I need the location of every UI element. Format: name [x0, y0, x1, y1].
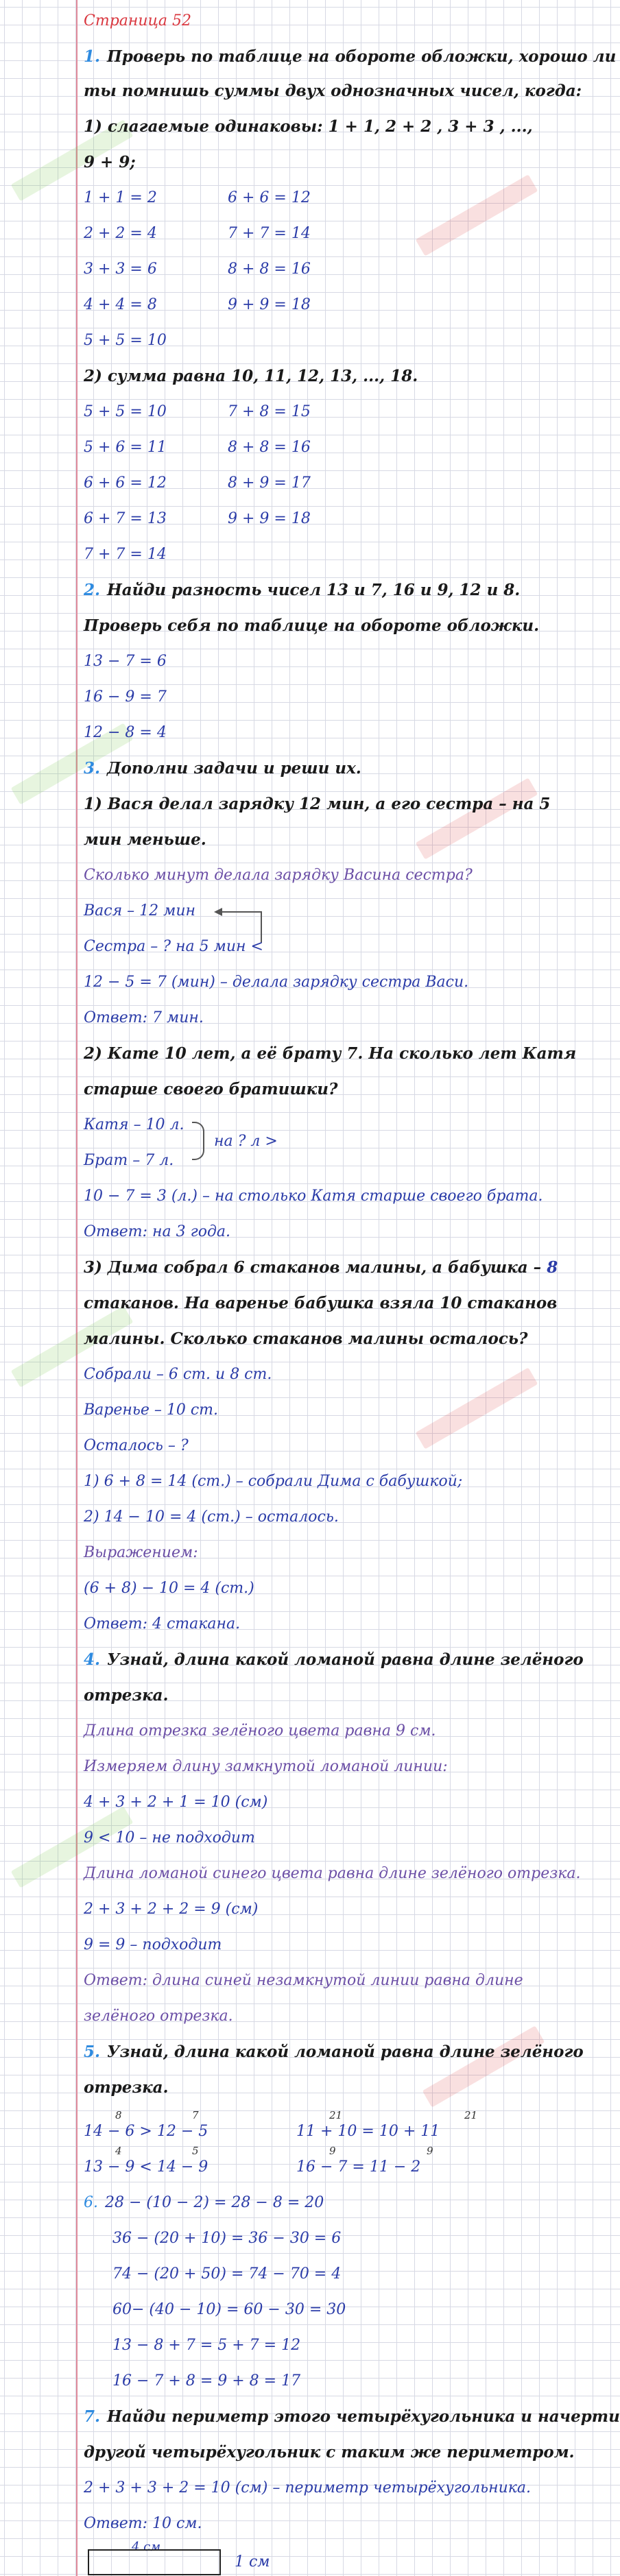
superscript-value: 7 [192, 2109, 199, 2121]
comparison-right: 11 + 10 = 10 + 11 [296, 2123, 440, 2140]
sum-right: 6 + 6 = 12 [228, 189, 311, 206]
difference-line: 12 − 8 = 4 [84, 724, 167, 741]
task1-sub2: 2) сумма равна 10, 11, 12, 13, ..., 18. [84, 367, 418, 385]
task3-p1-line2: мин меньше. [84, 830, 206, 849]
superscript-value: 5 [192, 2145, 199, 2157]
task4-line: 4 + 3 + 2 + 1 = 10 (см) [84, 1794, 268, 1811]
task2-title-line1 [84, 580, 520, 601]
superscript-value: 21 [464, 2109, 478, 2121]
task3-p2-solution: 10 − 7 = 3 (л.) – на столько Катя старше своего брата. [84, 1188, 543, 1205]
sum-left: 4 + 4 = 8 [84, 296, 157, 313]
task3-number: 3. [84, 759, 101, 778]
sum-right: 7 + 7 = 14 [228, 225, 311, 242]
sum-right: 9 + 9 = 18 [228, 510, 311, 527]
comparison-arrow-line [221, 911, 262, 913]
task1-sub1-line1: 1) слагаемые одинаковы: 1 + 1, 2 + 2 , 3 + 3 , ..., [84, 117, 533, 136]
difference-line: 13 − 7 = 6 [84, 653, 167, 670]
task3-p3-step2: 2) 14 − 10 = 4 (ст.) – осталось. [84, 1508, 339, 1526]
task4-line: 2 + 3 + 2 + 2 = 9 (см) [84, 1901, 259, 1918]
sum-row [84, 473, 311, 494]
task7-line: Ответ: 10 см. [84, 2515, 202, 2532]
task3-p2-brat: Брат – 7 л. [84, 1152, 174, 1169]
task3-p1-sister: Сестра – ? на 5 мин < [84, 938, 263, 955]
task1-number: 1. [84, 47, 101, 66]
task6-line: 74 − (20 + 50) = 74 − 70 = 4 [112, 2265, 342, 2283]
sum-left: 5 + 6 = 11 [84, 439, 167, 456]
watermark [416, 778, 538, 859]
task4-line: Измеряем длину замкнутой ломаной линии: [84, 1758, 448, 1775]
task3-p3-expr: (6 + 8) − 10 = 4 (ст.) [84, 1580, 254, 1597]
superscript-value: 9 [329, 2145, 336, 2157]
task5-title-line1 [84, 2042, 584, 2062]
sum-row [84, 295, 311, 315]
task2-number: 2. [84, 581, 101, 599]
watermark [416, 174, 538, 256]
page-title: Страница 52 [84, 12, 192, 29]
task5-title-text: Узнай, длина какой ломаной равна длине зелёного [107, 2043, 584, 2061]
task3-p3-sobrali: Собрали – 6 ст. и 8 ст. [84, 1366, 272, 1383]
sum-row [84, 437, 311, 458]
comparison-row [84, 2157, 421, 2178]
task4-number: 4. [84, 1650, 101, 1669]
task3-p2-answer: Ответ: на 3 года. [84, 1223, 230, 1240]
task6-line: 16 − 7 + 8 = 9 + 8 = 17 [112, 2372, 301, 2390]
task4-line: 9 = 9 – подходит [84, 1936, 222, 1953]
sum-row [84, 544, 167, 565]
sum-row [84, 509, 311, 529]
task7-number: 7. [84, 2407, 101, 2426]
comparison-left: 14 − 6 > 12 − 5 [84, 2123, 208, 2140]
task7-title-line2: другой четырёхугольник с таким же периметром. [84, 2443, 575, 2461]
task3-p1-question: Сколько минут делала зарядку Васина сестра? [84, 867, 473, 884]
rectangle-side-label: 1 см [235, 2553, 270, 2571]
task6-line [84, 2193, 324, 2213]
superscript-value: 21 [329, 2109, 343, 2121]
sum-left: 5 + 5 = 10 [84, 332, 167, 349]
sum-left: 7 + 7 = 14 [84, 546, 167, 563]
task4-line: Длина ломаной синего цвета равна длине зелёного отрезка. [84, 1865, 581, 1882]
arrow-left-icon [214, 908, 222, 916]
task3-p1-answer: Ответ: 7 мин. [84, 1009, 204, 1026]
comparison-right: 16 − 7 = 11 − 2 [296, 2158, 421, 2176]
sum-right: 8 + 8 = 16 [228, 439, 311, 456]
task3-p2-line2: старше своего братишки? [84, 1080, 338, 1098]
task5-title-line2: отрезка. [84, 2078, 169, 2097]
task3-title-text: Дополни задачи и реши их. [107, 759, 361, 778]
watermark [416, 1367, 538, 1449]
sum-right: 8 + 9 = 17 [228, 474, 311, 492]
watermark [422, 2025, 545, 2107]
drawn-rectangle [88, 2549, 221, 2575]
task3-p2-line1: 2) Кате 10 лет, а её брату 7. На сколько лет Катя [84, 1044, 577, 1063]
sum-row [84, 330, 167, 351]
task3-p3-answer: Ответ: 4 стакана. [84, 1615, 241, 1633]
task6-line: 13 − 8 + 7 = 5 + 7 = 12 [112, 2337, 301, 2354]
task6-line: 36 − (20 + 10) = 36 − 30 = 6 [112, 2230, 342, 2247]
task3-p3-varene: Варенье – 10 ст. [84, 1401, 219, 1419]
task1-title-line2: ты помнишь суммы двух однозначных чисел, когда: [84, 82, 582, 100]
comparison-row [84, 2121, 440, 2142]
task3-p3-step1: 1) 6 + 8 = 14 (ст.) – собрали Дима с бабушкой; [84, 1473, 463, 1490]
comparison-left: 13 − 9 < 14 − 9 [84, 2158, 208, 2176]
task4-title-line2: отрезка. [84, 1686, 169, 1705]
task4-line: Длина отрезка зелёного цвета равна 9 см. [84, 1722, 436, 1740]
sum-right: 7 + 8 = 15 [228, 403, 311, 420]
sum-right: 9 + 9 = 18 [228, 296, 311, 313]
sum-row [84, 259, 311, 280]
task3-p1-solution: 12 − 5 = 7 (мин) – делала зарядку сестра Васи. [84, 974, 469, 991]
task3-p3-expr-label: Выражением: [84, 1544, 198, 1561]
task3-p3-line1 [84, 1257, 558, 1278]
task3-p2-katya: Катя – 10 л. [84, 1116, 184, 1133]
rectangle-width-label: 4 см [132, 2540, 161, 2554]
task1-sub1-line2: 9 + 9; [84, 153, 136, 171]
difference-line: 16 − 9 = 7 [84, 688, 167, 706]
task6-line: 60− (40 − 10) = 60 − 30 = 30 [112, 2301, 346, 2318]
task2-title-text: Найди разность чисел 13 и 7, 16 и 9, 12 и 8. [107, 581, 521, 599]
sum-row [84, 402, 311, 422]
task5-number: 5. [84, 2043, 101, 2061]
task4-line: 9 < 10 – не подходит [84, 1829, 255, 1846]
sum-left: 1 + 1 = 2 [84, 189, 157, 206]
sum-row [84, 188, 311, 208]
task3-p3-line3: малины. Сколько стаканов малины осталось? [84, 1329, 528, 1348]
task3-p1-line1: 1) Вася делал зарядку 12 мин, а его сестра – на 5 [84, 795, 551, 813]
task6-number: 6. [84, 2194, 98, 2211]
task1-title-text: Проверь по таблице на обороте обложки, хорошо ли [107, 47, 617, 66]
task3-p3-line2: стаканов. На варенье бабушка взяла 10 стаканов [84, 1294, 558, 1312]
superscript-value: 9 [427, 2145, 433, 2157]
task4-line: зелёного отрезка. [84, 2008, 233, 2025]
task4-title-text: Узнай, длина какой ломаной равна длине зелёного [107, 1650, 584, 1669]
task6-expression: 28 − (10 − 2) = 28 − 8 = 20 [105, 2194, 324, 2211]
sum-row [84, 224, 311, 244]
superscript-value: 8 [115, 2109, 122, 2121]
task3-p3-ostalos: Осталось – ? [84, 1437, 189, 1454]
task2-title-line2: Проверь себя по таблице на обороте обложки. [84, 616, 540, 635]
task3-p3-text: 3) Дима собрал 6 стаканов малины, а бабушка – [84, 1258, 547, 1277]
task7-line: 2 + 3 + 3 + 2 = 10 (см) – периметр четырёхугольника. [84, 2479, 532, 2496]
sum-left: 6 + 7 = 13 [84, 510, 167, 527]
task3-p2-brace-label: на ? л > [214, 1133, 278, 1150]
task3-title [84, 758, 361, 779]
sum-left: 2 + 2 = 4 [84, 225, 157, 242]
task1-title-line1 [84, 47, 616, 67]
superscript-value: 4 [115, 2145, 122, 2157]
sum-left: 3 + 3 = 6 [84, 261, 157, 278]
notebook-margin-line [76, 0, 78, 2576]
task3-p1-vasya: Вася – 12 мин [84, 902, 196, 919]
curly-brace-icon [192, 1122, 204, 1160]
sum-left: 5 + 5 = 10 [84, 403, 167, 420]
sum-right: 8 + 8 = 16 [228, 261, 311, 278]
task4-line: Ответ: длина синей незамкнутой линии равна длине [84, 1972, 523, 1989]
task3-p3-highlight-number: 8 [547, 1258, 558, 1277]
task7-title-line1 [84, 2407, 620, 2427]
task4-title-line1 [84, 1650, 584, 1670]
task7-title-text: Найди периметр этого четырёхугольника и начерти [107, 2407, 620, 2426]
sum-left: 6 + 6 = 12 [84, 474, 167, 492]
